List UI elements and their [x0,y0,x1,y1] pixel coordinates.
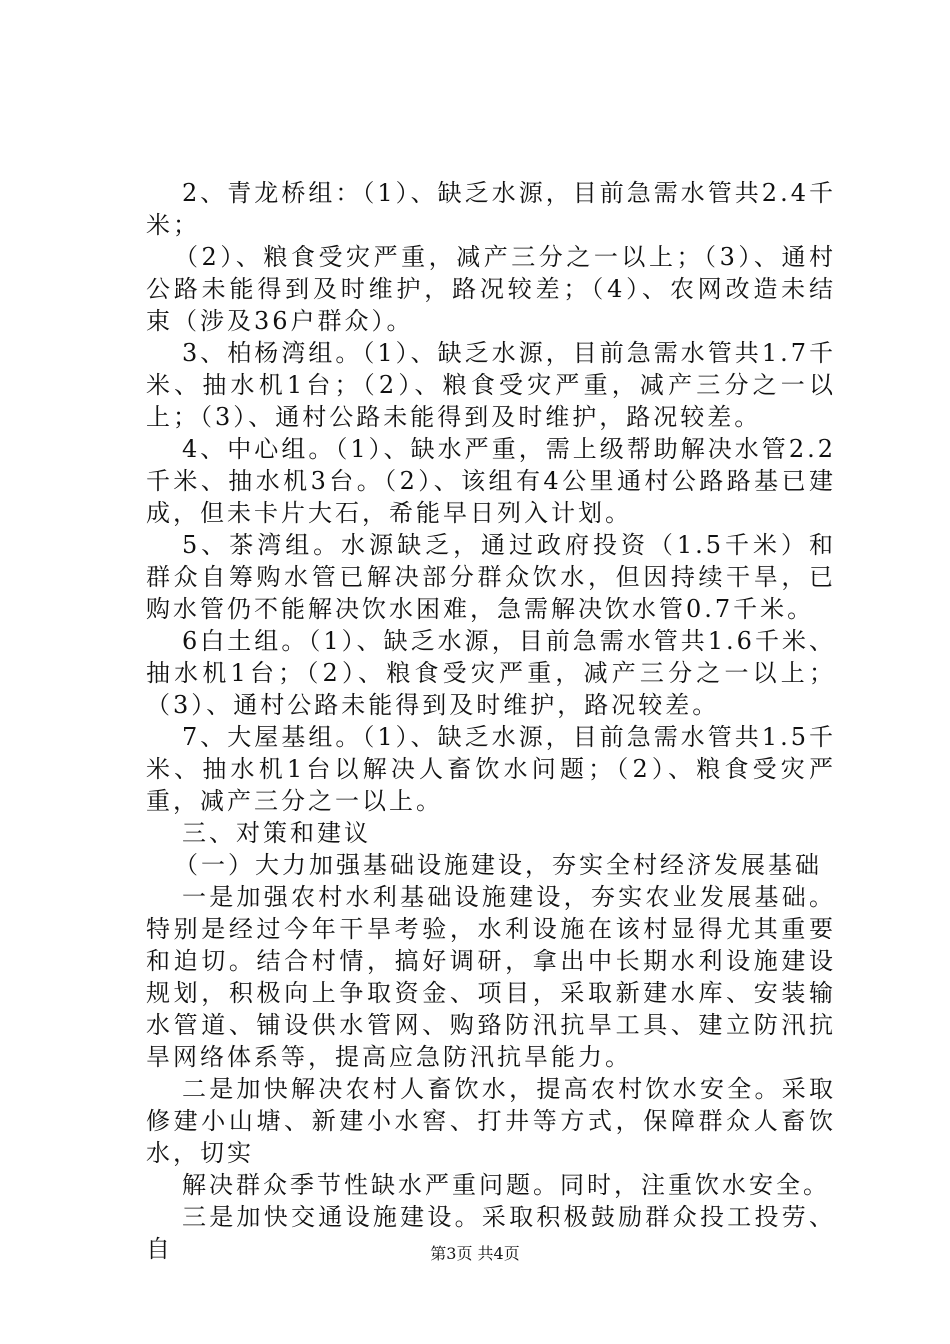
paragraph: 4、中心组。（1）、缺水严重，需上级帮助解决水管2.2千米、抽水机3台。（2）、该组有4公里通村公路路基已建成，但未卡片大石，希能早日列入计划。 [146,435,836,527]
section-heading: 三、对策和建议 [182,819,371,847]
document-body [146,177,836,1265]
paragraph: 7、大屋基组。（1）、缺乏水源，目前急需水管共1.5千米、抽水机1台以解决人畜饮水问题；（2）、粮食受灾严重，减产三分之一以上。 [146,723,836,815]
paragraph: 3、柏杨湾组。（1）、缺乏水源，目前急需水管共1.7千米、抽水机1台；（2）、粮食受灾严重，减产三分之一以上；（3）、通村公路未能得到及时维护，路况较差。 [146,339,836,431]
paragraph: 2、青龙桥组：（1）、缺乏水源，目前急需水管共2.4千米； [146,179,836,239]
subsection-heading: （一）大力加强基础设施建设，夯实全村经济发展基础 [174,851,822,879]
paragraph: 解决群众季节性缺水严重问题。同时，注重饮水安全。 [182,1171,830,1199]
paragraph: （2）、粮食受灾严重，减产三分之一以上；（3）、通村公路未能得到及时维护，路况较差；（4）、农网改造未结束（涉及36户群众）。 [146,243,836,335]
paragraph: 三是加快交通设施建设。采取积极鼓励群众投工投劳、自 [146,1203,836,1263]
paragraph: 5、茶湾组。水源缺乏，通过政府投资（1.5千米）和群众自筹购水管已解决部分群众饮水，但因持续干旱，已购水管仍不能解决饮水困难，急需解决饮水管0.7千米。 [146,531,836,623]
paragraph: 二是加快解决农村人畜饮水，提高农村饮水安全。采取修建小山塘、新建小水窖、打井等方式，保障群众人畜饮水，切实 [146,1075,836,1167]
paragraph: 6白土组。（1）、缺乏水源，目前急需水管共1.6千米、抽水机1台；（2）、粮食受灾严重，减产三分之一以上；（3）、通村公路未能得到及时维护，路况较差。 [146,627,836,719]
paragraph: 一是加强农村水利基础设施建设，夯实农业发展基础。特别是经过今年干旱考验，水利设施在该村显得尤其重要和迫切。结合村情，搞好调研，拿出中长期水利设施建设规划，积极向上争取资金、项目，采取新建水库、安装输水管道、铺设供水管网、购臵防汛抗旱工具、建立防汛抗旱网络体系等，提高应急防汛抗旱能力。 [146,883,836,1071]
page-number-footer: 第3页 共4页 [430,1244,520,1263]
